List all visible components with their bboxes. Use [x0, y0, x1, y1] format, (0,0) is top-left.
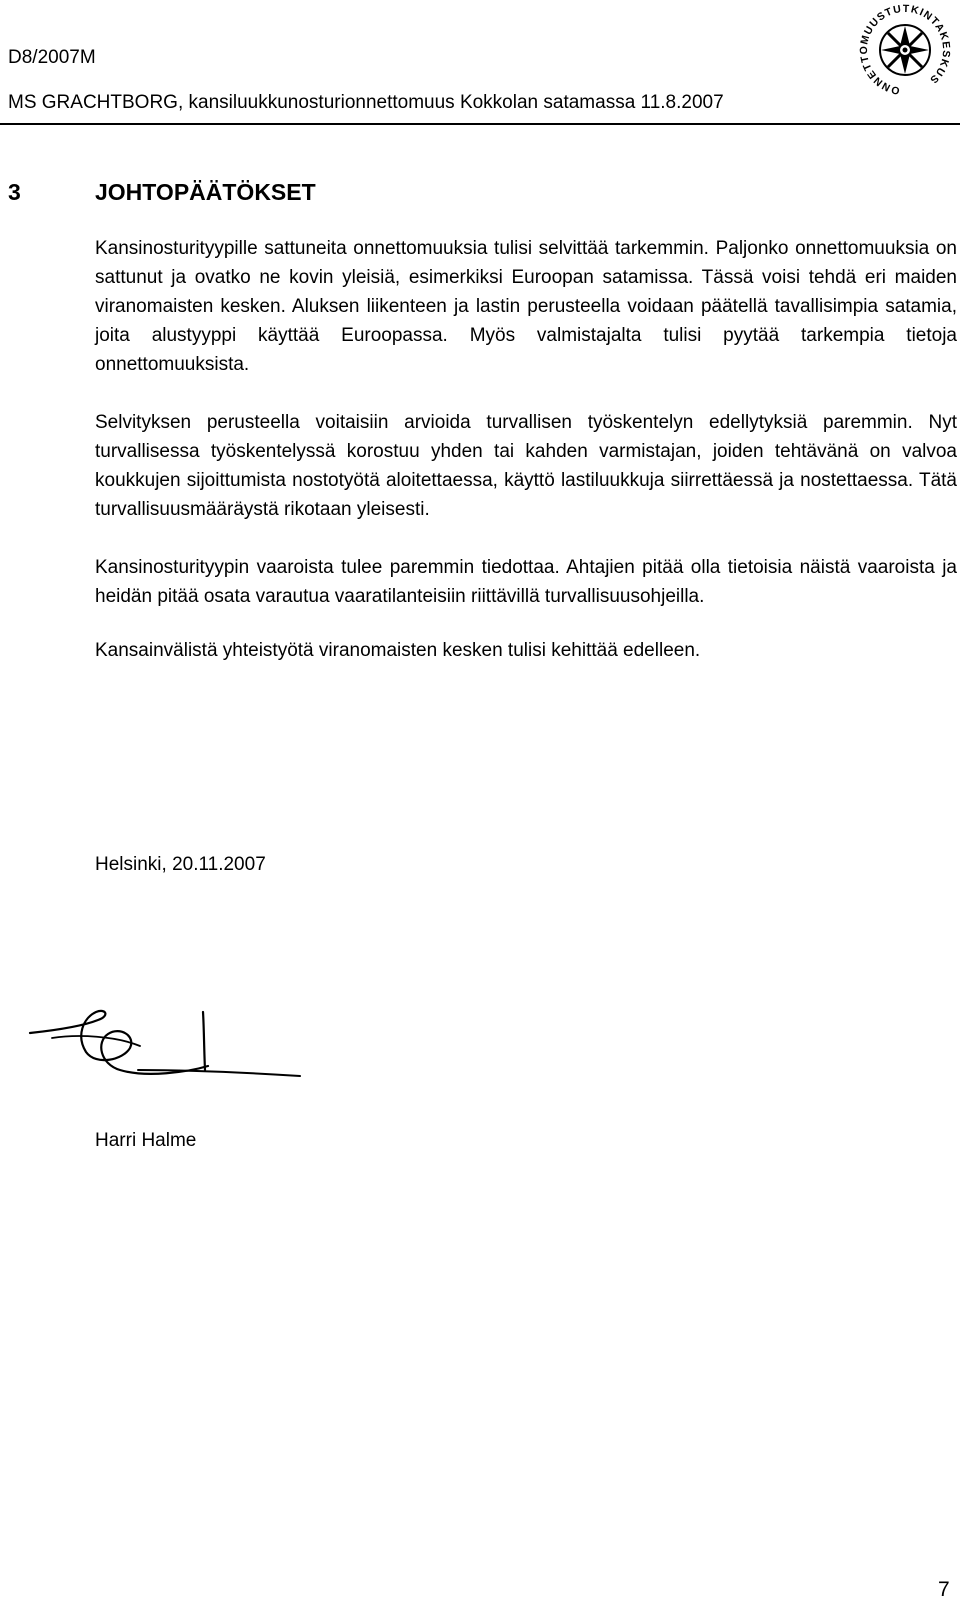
svg-text:ONNETTOMUUSTUTKINTAKESKUS: ONNETTOMUUSTUTKINTAKESKUS — [858, 2, 953, 97]
header-rule — [0, 123, 960, 125]
page-number: 7 — [938, 1578, 950, 1601]
place-date: Helsinki, 20.11.2007 — [95, 854, 266, 875]
paragraph: Selvityksen perusteella voitaisiin arvioida turvallisen työskentelyn edellytyksiä paremmin. Nyt turvallisessa työskentelyssä korostuu yhden tai kahden varmistajan, joiden tehtävänä on valvoa koukkujen sijoittumista nostotyötä aloitettaessa, käyttö lastiluukkuja siirrettäessä ja nostettaessa. Tätä turvallisuusmääräystä rikotaan yleisesti. — [95, 412, 957, 520]
onnettomuustutkintakeskus-logo — [853, 0, 958, 100]
section-title: JOHTOPÄÄTÖKSET — [95, 179, 316, 205]
section-number: 3 — [8, 179, 21, 205]
handwritten-signature — [28, 1008, 318, 1098]
header-title: MS GRACHTBORG, kansiluukkunosturionnettomuus Kokkolan satamassa 11.8.2007 — [8, 92, 724, 113]
signer-name: Harri Halme — [95, 1130, 197, 1151]
header-code: D8/2007M — [8, 47, 96, 68]
paragraph: Kansinosturityypin vaaroista tulee paremmin tiedottaa. Ahtajien pitää olla tietoisia näistä vaaroista ja heidän pitää osata varautua vaaratilanteisiin riittävillä turvallisuusohjeilla. — [95, 557, 957, 607]
paragraph: Kansinosturityypille sattuneita onnettomuuksia tulisi selvittää tarkemmin. Paljonko onnettomuuksia on sattunut ja ovatko ne kovin yleisiä, esimerkiksi Euroopan satamissa. Tässä voisi tehdä eri maiden viranomaisten kesken. Aluksen liikenteen ja lastin perusteella voidaan päätellä tavallisimpia satamia, joita alustyyppi käyttää Euroopassa. Myös valmistajalta tulisi pyytää tarkempia tietoja onnettomuuksista. — [95, 238, 957, 375]
paragraph: Kansainvälistä yhteistyötä viranomaisten kesken tulisi kehittää edelleen. — [95, 640, 701, 661]
